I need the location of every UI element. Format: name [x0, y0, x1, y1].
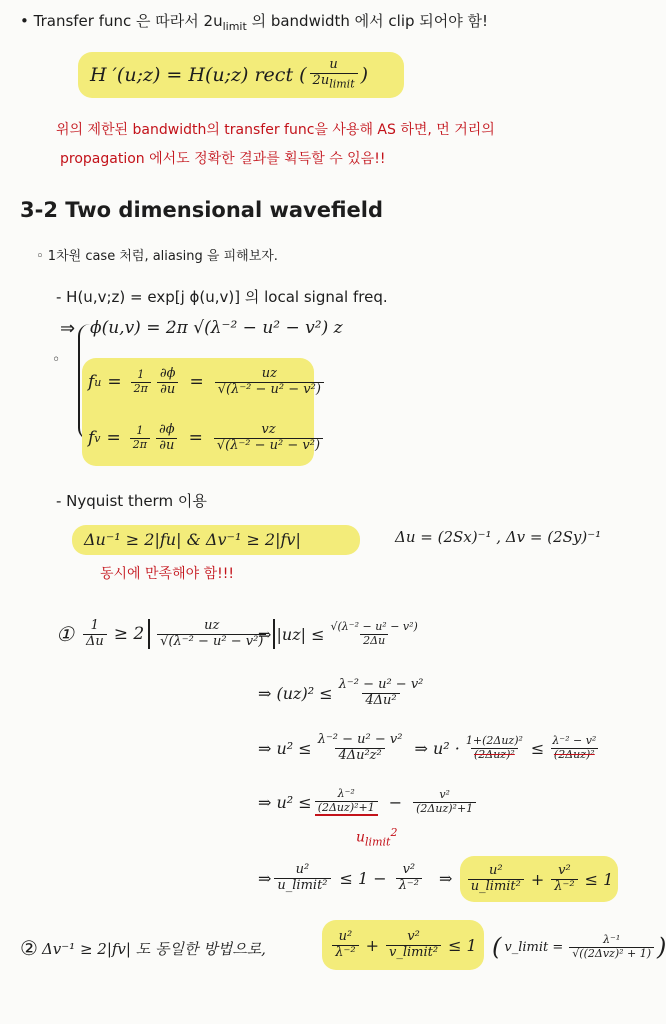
v-limit-result: $\frac{\text{u²}}{\text{λ⁻²}}$ + $\frac{\text{v²}}{\text{v\_limit²}}$ ≤ 1 — [322, 920, 484, 970]
implies-arrow: ⇒ — [60, 318, 76, 339]
circle-one: ① — [56, 622, 74, 646]
step-two-text: Δv⁻¹ ≥ 2|fv| 도 동일한 방법으로, — [41, 939, 266, 958]
formula-lhs: H ′(u;z) = H(u;z) rect ( — [90, 64, 307, 86]
intro-text: Transfer func 은 따라서 2u — [33, 12, 223, 30]
section-title: 3-2 Two dimensional wavefield — [20, 198, 384, 222]
delta-def: Δu = (2Sx)⁻¹ , Δv = (2Sy)⁻¹ — [395, 528, 602, 546]
nyquist-line: - Nyquist therm 이용 — [56, 492, 207, 510]
u-limit-note: $u_{limit}^2$ — [356, 826, 398, 849]
step2: ⇒ (uz)² ≤ $\frac{\text{λ⁻² − u² − v²}}{\text{4Δu²}}$ — [258, 676, 424, 708]
intro-line-1 — [20, 10, 488, 33]
circle-two: ② — [20, 936, 38, 960]
nyquist-condition: Δu⁻¹ ≥ 2|fu| & Δv⁻¹ ≥ 2|fv| — [72, 525, 360, 555]
step4: ⇒ u² ≤ $\frac{\text{λ⁻²}}{\text{(2Δuz)²+1}}$ − $\frac{\text{v²}}{\text{(2Δuz)²+1}}$ — [258, 776, 479, 828]
bullet-dot: ◦ — [52, 352, 61, 368]
formula-close: ) — [360, 64, 369, 86]
phi-equation: ϕ(u,v) = 2π √(λ⁻² − u² − v²) z — [90, 318, 343, 338]
step1-result: ⇒ |uz| ≤ $\frac{\text{√(λ⁻² − u² − v²)}}{2\Delta u}$ — [258, 619, 418, 647]
intro-sub: limit — [222, 20, 247, 33]
bullet: • — [20, 12, 29, 30]
step3: ⇒ u² ≤ $\frac{\text{λ⁻² − u² − v²}}{\text{4Δu²z²}}$ ⇒ u² · $\frac{\text{1+(2Δuz)²}}{\text{(2Δuz)²}}$ ≤ $\frac{\text{λ⁻² − v²}}{\text{(2Δuz)²}}$ — [258, 731, 597, 763]
intro-text-rest: 의 bandwidth 에서 clip 되어야 함! — [246, 12, 489, 30]
step5: ⇒ $\frac{\text{u²}}{\text{u\_limit²}}$ ≤ 1 − $\frac{\text{v²}}{\text{λ⁻²}}$ ⇒ — [258, 861, 453, 893]
u-limit-result: $\frac{\text{u²}}{\text{u\_limit²}}$ + $\frac{\text{v²}}{\text{λ⁻²}}$ ≤ 1 — [460, 856, 618, 902]
step1-row: ① $\frac{1}{\Delta u}$ ≥ 2 $\frac{uz}{\text{√(λ⁻² − u² − v²)}}$ — [56, 608, 275, 660]
clip-formula — [78, 52, 404, 98]
v-limit-def: ( v_limit = $\frac{\text{λ⁻¹}}{\text{√((2Δvz)² + 1)}}$ ) — [492, 932, 666, 961]
fv-equation: f v = $\frac{1}{2\pi}$ $\frac{\partial\phi}{\partial u}$ = $\frac{vz}{\text{√(λ⁻² − u² − v²)}}$ — [88, 414, 326, 462]
rect-fraction — [310, 58, 358, 91]
section-sub-1: ◦ 1차원 case 처럼, aliasing 을 피해보자. — [36, 249, 278, 264]
rect-den: $2u_{limit}$ — [310, 73, 358, 91]
fu-equation: f u = $\frac{1}{2\pi}$ $\frac{\partial\phi}{\partial u}$ = $\frac{uz}{\text{√(λ⁻² − u² − v²)}}$ — [88, 358, 327, 406]
red-note-1: 위의 제한된 bandwidth의 transfer func을 사용해 AS 하면, 먼 거리의 — [56, 122, 495, 138]
step-two-row — [20, 928, 266, 968]
simultaneous-note: 동시에 만족해야 함!!! — [100, 566, 234, 582]
red-note-2: propagation 에서도 정확한 결과를 획득할 수 있음!! — [60, 151, 386, 167]
rect-num: u — [329, 57, 338, 73]
section-sub-2: - H(u,v;z) = exp[j ϕ(u,v)] 의 local signal freq. — [56, 288, 388, 306]
